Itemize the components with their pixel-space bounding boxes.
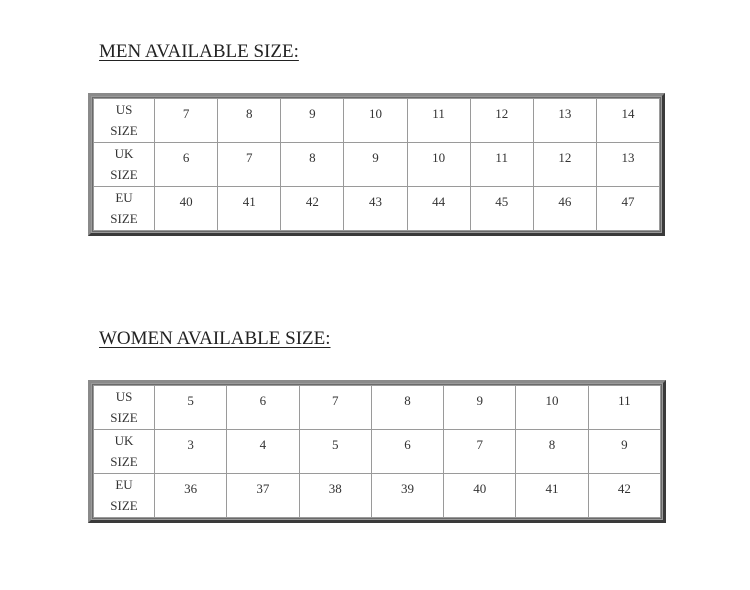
- women-size-table-frame: [88, 380, 666, 523]
- size-cell: 36: [155, 474, 227, 518]
- men-size-table-frame: [88, 93, 665, 236]
- size-cell: 45: [470, 187, 533, 231]
- size-cell: 9: [444, 386, 516, 430]
- row-label-line: SIZE: [110, 167, 138, 182]
- size-cell: 5: [155, 386, 227, 430]
- row-label-line: SIZE: [110, 123, 138, 138]
- size-cell: 6: [371, 430, 443, 474]
- size-cell: 13: [533, 99, 596, 143]
- size-cell: 12: [470, 99, 533, 143]
- row-label-line: US: [115, 389, 133, 404]
- size-cell: 10: [407, 143, 470, 187]
- size-cell: 10: [344, 99, 407, 143]
- size-cell: 8: [218, 99, 281, 143]
- size-row-eu: [94, 474, 661, 518]
- women-size-table: [93, 385, 661, 518]
- size-cell: 9: [281, 99, 344, 143]
- size-cell: 5: [299, 430, 371, 474]
- size-cell: 38: [299, 474, 371, 518]
- size-cell: 7: [155, 99, 218, 143]
- row-label-line: SIZE: [110, 211, 138, 226]
- size-cell: 41: [516, 474, 588, 518]
- size-row-eu: [94, 187, 660, 231]
- size-cell: 43: [344, 187, 407, 231]
- row-label: [94, 143, 155, 187]
- size-cell: 41: [218, 187, 281, 231]
- size-cell: 3: [155, 430, 227, 474]
- size-cell: 8: [516, 430, 588, 474]
- row-label: [94, 474, 155, 518]
- size-cell: 6: [155, 143, 218, 187]
- size-cell: 9: [344, 143, 407, 187]
- size-cell: 42: [281, 187, 344, 231]
- row-label-line: EU: [115, 190, 133, 205]
- men-size-heading: MEN AVAILABLE SIZE:: [99, 41, 299, 62]
- row-label-line: SIZE: [110, 498, 138, 513]
- men-size-table: [93, 98, 660, 231]
- size-cell: 11: [470, 143, 533, 187]
- size-cell: 40: [444, 474, 516, 518]
- size-cell: 39: [371, 474, 443, 518]
- size-cell: 11: [407, 99, 470, 143]
- size-cell: 8: [371, 386, 443, 430]
- row-label: [94, 99, 155, 143]
- size-cell: 42: [588, 474, 660, 518]
- row-label-line: US: [115, 102, 133, 117]
- size-cell: 11: [588, 386, 660, 430]
- size-cell: 44: [407, 187, 470, 231]
- size-cell: 13: [596, 143, 659, 187]
- size-cell: 10: [516, 386, 588, 430]
- size-cell: 37: [227, 474, 299, 518]
- size-cell: 47: [596, 187, 659, 231]
- row-label: [94, 430, 155, 474]
- size-cell: 9: [588, 430, 660, 474]
- size-cell: 7: [299, 386, 371, 430]
- size-cell: 6: [227, 386, 299, 430]
- row-label-line: EU: [115, 477, 133, 492]
- size-cell: 4: [227, 430, 299, 474]
- size-row-us: [94, 99, 660, 143]
- size-cell: 7: [218, 143, 281, 187]
- women-size-heading: WOMEN AVAILABLE SIZE:: [99, 328, 331, 349]
- size-cell: 7: [444, 430, 516, 474]
- row-label-line: SIZE: [110, 410, 138, 425]
- row-label-line: SIZE: [110, 454, 138, 469]
- size-row-uk: [94, 143, 660, 187]
- size-cell: 12: [533, 143, 596, 187]
- size-cell: 8: [281, 143, 344, 187]
- size-row-us: [94, 386, 661, 430]
- size-cell: 46: [533, 187, 596, 231]
- row-label-line: UK: [114, 146, 134, 161]
- row-label-line: UK: [114, 433, 134, 448]
- row-label: [94, 386, 155, 430]
- size-cell: 40: [155, 187, 218, 231]
- size-cell: 14: [596, 99, 659, 143]
- row-label: [94, 187, 155, 231]
- size-row-uk: [94, 430, 661, 474]
